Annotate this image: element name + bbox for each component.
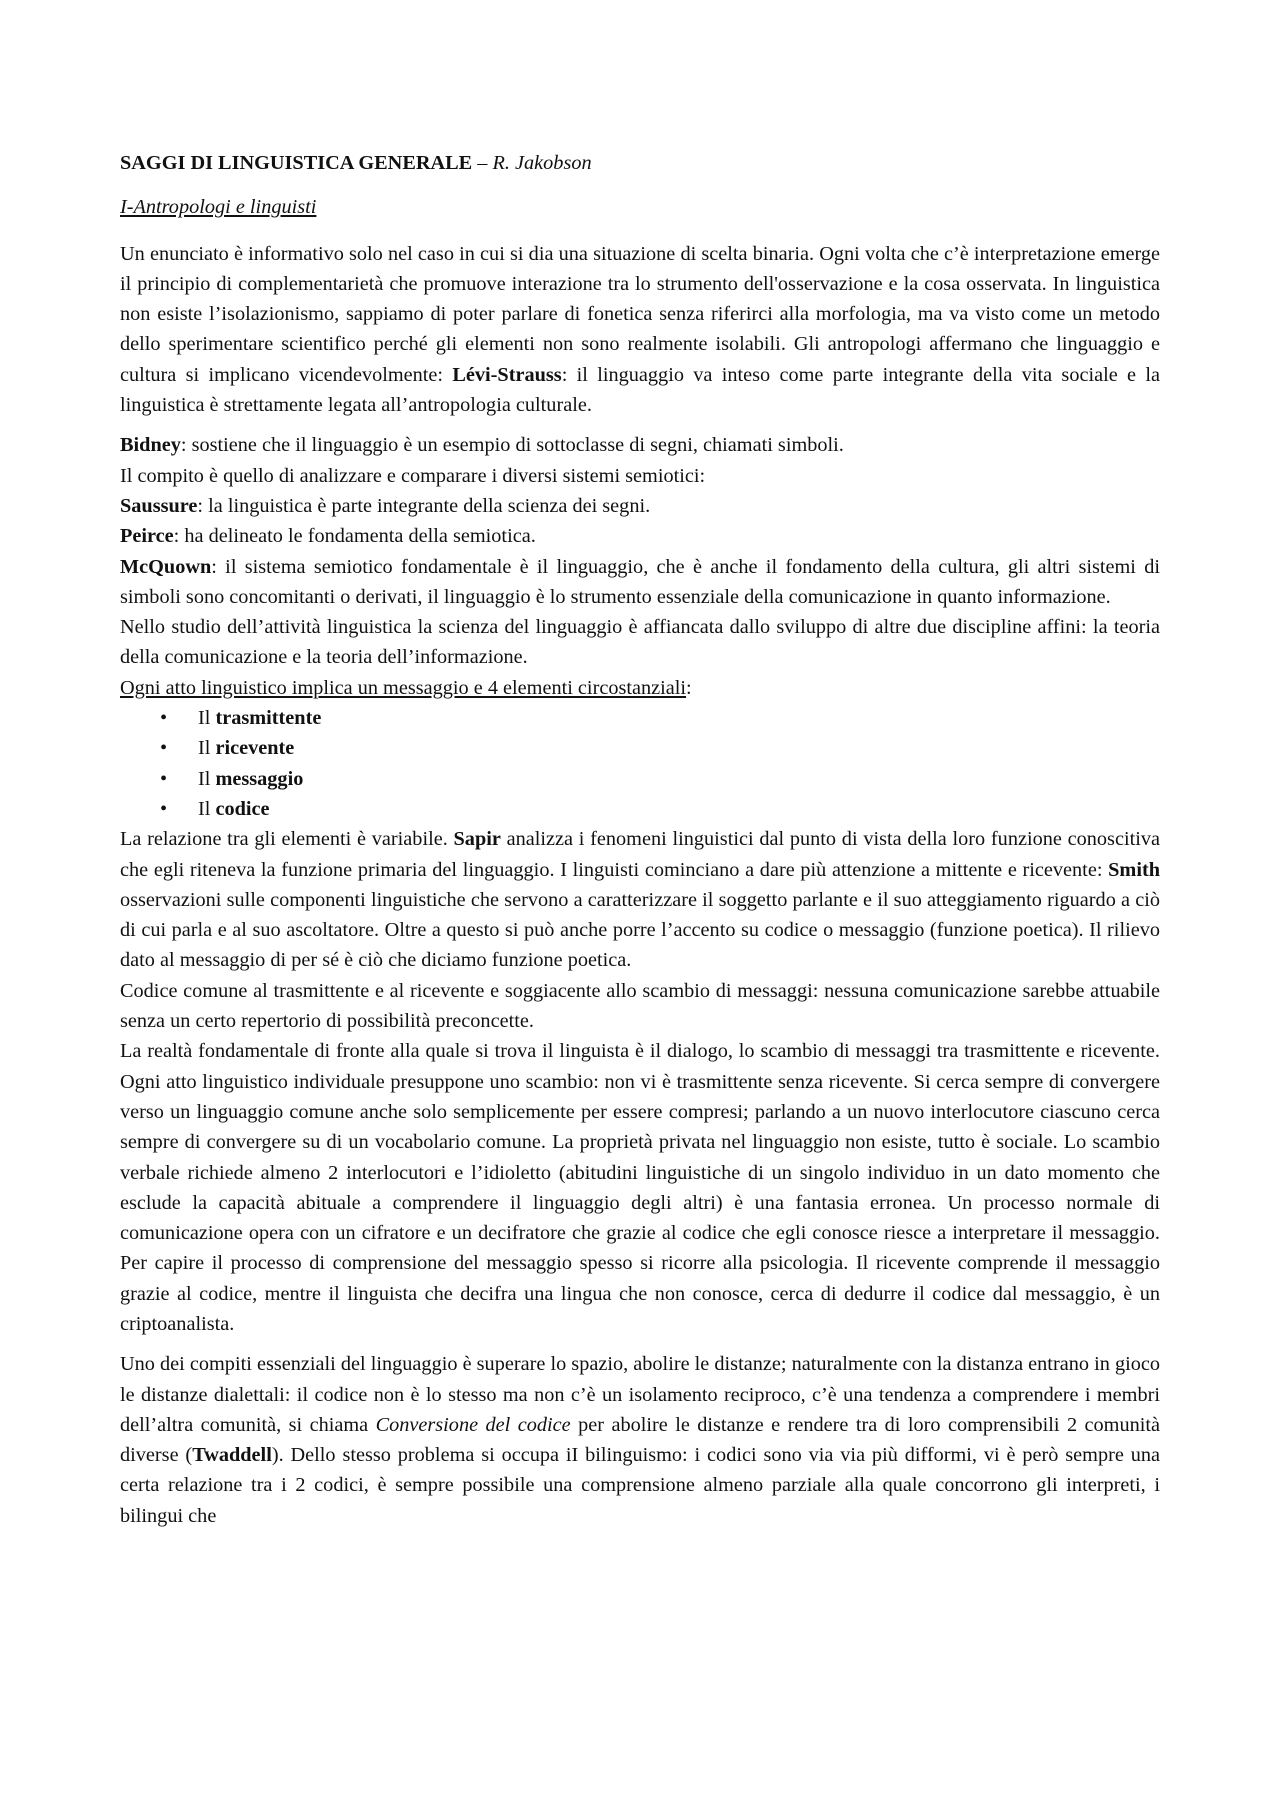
title-author: R. Jakobson [492,152,592,174]
text-run: osservazioni sulle componenti linguistiche che servono a caratterizzare il soggetto parlante e il suo atteggiamento riguardo a ciò di cui parla e al suo ascoltatore. Oltre a questo si può anche porre l’accento su codice o messaggio (funzione poetica). Il rilievo dato al messaggio di per sé è ciò che diciamo funzione poetica. [120,888,1160,972]
text-run: : ha delineato le fondamenta della semiotica. [173,525,536,548]
paragraph-studio: Nello studio dell’attività linguistica la scienza del linguaggio è affiancata dallo sviluppo di altre due discipline affini: la teoria della comunicazione e la teoria dell’informazione. [120,616,1160,669]
text-run: : la linguistica è parte integrante della scienza dei segni. [197,494,651,517]
paragraph-compiti [120,1349,1160,1531]
list-item [160,764,1160,794]
text-run: analizza i fenomeni linguistici dal punto di vista della loro funzione conoscitiva che egli riteneva la funzione primaria del linguaggio. I linguisti cominciano a dare più attenzione a mittente e ricevente: [120,828,1160,881]
list-item [160,794,1160,824]
text-run: : il sistema semiotico fondamentale è il linguaggio, che è anche il fondamento della cultura, gli altri sistemi di simboli sono concomitanti o derivati, il linguaggio è lo strumento essenziale della comunicazione in quanto informazione. [120,555,1160,608]
document-page [120,148,1160,1531]
bullet-icon: • [160,707,168,730]
text-run: : [686,676,692,699]
paragraph-bidney [120,430,1160,460]
elements-list [120,703,1160,824]
name-sapir: Sapir [453,828,501,851]
paragraph-compito: Il compito è quello di analizzare e comparare i diversi sistemi semiotici: [120,464,706,487]
list-item [160,733,1160,763]
text-run: ). Dello stesso problema si occupa iI bilinguismo: i codici sono via via più difformi, vi è però sempre una certa relazione tra i 2 codici, è sempre possibile una comprensione almeno parziale alla quale concorrono gli interpreti, i bilingui che [120,1444,1160,1527]
list-item [160,703,1160,733]
bullet-icon: • [160,797,168,820]
text-run: per abolire le distanze e rendere tra di loro comprensibili 2 comunità diverse ( [120,1413,1160,1467]
underlined-text: Ogni atto linguistico implica un messaggio e 4 elementi circostanziali [120,676,687,699]
element-term: messaggio [215,767,304,790]
title-dash: – [472,152,493,174]
name-smith: Smith [1108,858,1160,881]
paragraph-realta: La realtà fondamentale di fronte alla quale si trova il linguista è il dialogo, lo scambio di messaggi tra trasmittente e ricevente. Ogni atto linguistico individuale presuppone uno scambio: non vi è trasmittente senza ricevente. Si cerca sempre di convergere verso un linguaggio comune anche solo semplicemente per essere compresi; parlando a un nuovo interlocutore ciascuno cerca sempre di convergere su di un vocabolario comune. La proprietà privata nel linguaggio non esiste, tutto è sociale. Lo scambio verbale richiede almeno 2 interlocutori e l’idioletto (abitudini linguistiche di un singolo individuo in un dato momento che esclude la capacità abituale a comprendere il linguaggio degli altri) è una fantasia erronea. Un processo normale di comunicazione opera con un cifratore e un decifratore che grazie al codice che egli conosce riesce a interpretare il messaggio. Per capire il processo di comprensione del messaggio spesso si ricorre alla psicologia. Il ricevente comprende il messaggio grazie al codice, mentre il linguista che decifra una lingua che non conosce, cerca di dedurre il codice dal messaggio, è un criptoanalista. [120,1040,1160,1335]
bullet-icon: • [160,737,168,760]
name-mcquown: McQuown [120,555,212,578]
paragraph-codice: Codice comune al trasmittente e al ricevente e soggiacente allo scambio di messaggi: nessuna comunicazione sarebbe attuabile senza un certo repertorio di possibilità preconcette. [120,979,1160,1033]
paragraph-mcquown [120,552,1160,613]
name-bidney: Bidney [120,434,181,457]
text-run: Uno dei compiti essenziali del linguaggio è superare lo spazio, abolire le distanze; naturalmente con la distanza entrano in gioco le distanze dialettali: il codice non è lo stesso ma non c’è un isolamento reciproco, c’è una tendenza a comprendere i membri dell’altra comunità, si chiama [120,1353,1160,1436]
element-term: trasmittente [215,707,322,730]
text-run: Il [198,797,216,820]
text-run: Un enunciato è informativo solo nel caso in cui si dia una situazione di scelta binaria. Ogni volta che c’è interpretazione emerge il principio di complementarietà che promuove interazione tra lo strumento dell'osservazione e la cosa osservata. In linguistica non esiste l’isolazionismo, sappiamo di poter parlare di fonetica senza riferirci alla morfologia, ma va visto come un metodo dello sperimentare scientifico perché gli elementi non sono realmente isolabili. Gli antropologi affermano che linguaggio e cultura si implicano vicendevolmente: [120,242,1160,386]
name-saussure: Saussure [120,494,198,517]
title-main: SAGGI DI LINGUISTICA GENERALE [120,152,473,174]
section-heading: I-Antropologi e linguisti [120,196,317,219]
element-term: ricevente [215,737,295,760]
paragraph-saussure [120,491,1160,521]
text-run: Il [198,737,216,760]
paragraph-elements-intro [120,673,1160,703]
name-peirce: Peirce [120,525,174,548]
text-run: Il [198,707,216,730]
name-twaddell: Twaddell [192,1444,272,1467]
name-levi-strauss: Lévi-Strauss [452,363,562,386]
text-run: : sostiene che il linguaggio è un esempio di sottoclasse di segni, chiamati simboli. [180,434,844,457]
text-run: La relazione tra gli elementi è variabile. [120,828,454,851]
text-run: : il linguaggio va inteso come parte integrante della vita sociale e la linguistica è strettamente legata all’antropologia culturale. [120,363,1161,417]
paragraph-peirce [120,521,1160,551]
text-run: Il [198,767,216,790]
document-title [120,148,1160,178]
element-term: codice [215,797,270,820]
paragraph-intro [120,239,1160,421]
paragraph-relazione [120,824,1160,975]
bullet-icon: • [160,767,168,790]
italic-term: Conversione del codice [375,1413,571,1436]
